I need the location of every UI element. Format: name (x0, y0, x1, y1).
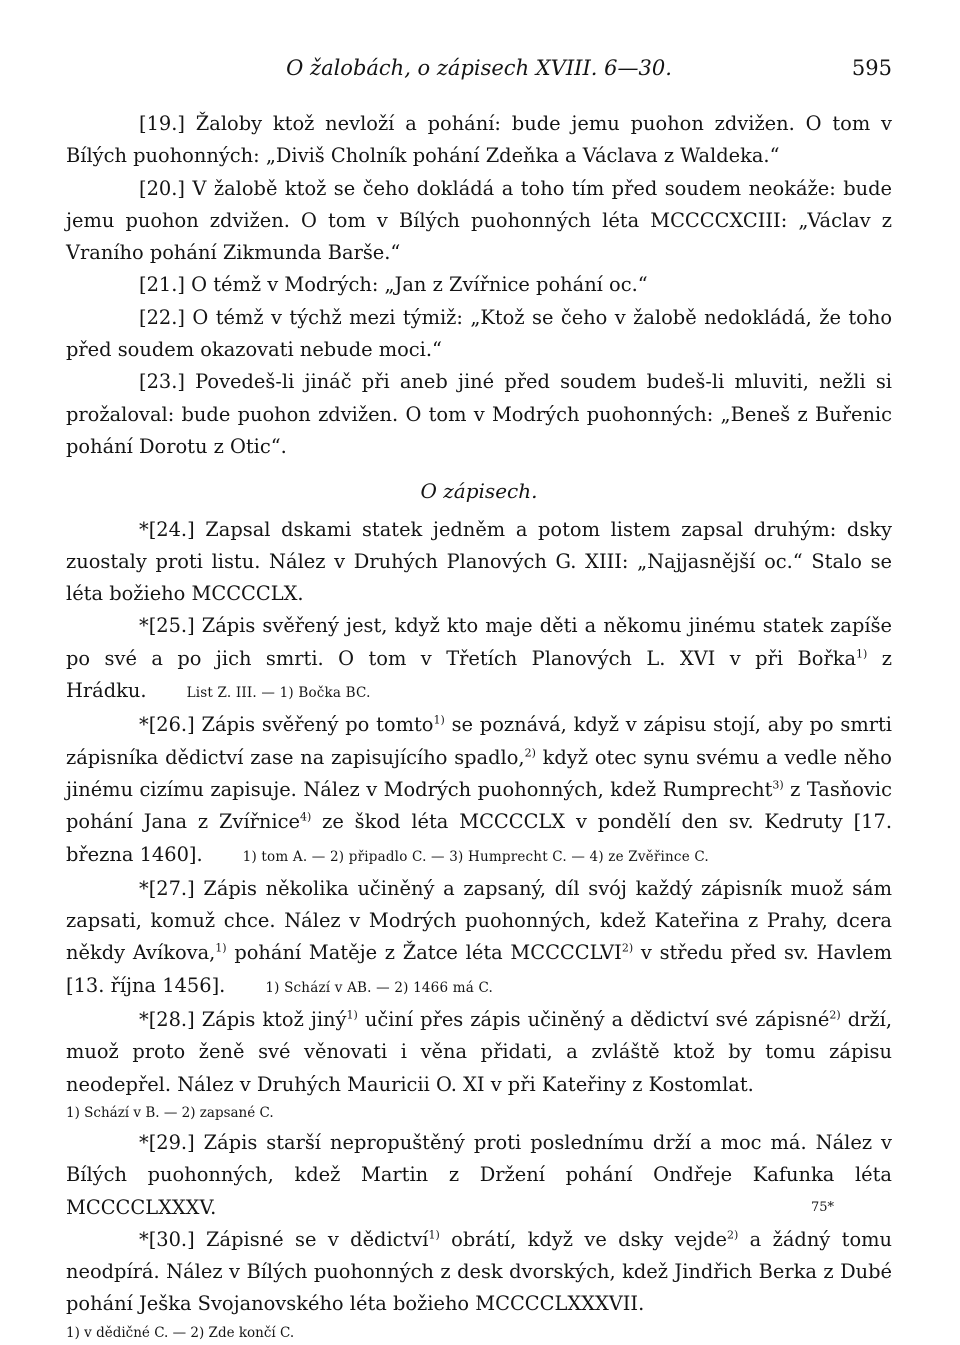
paragraph-28-text-3: drží, muož proto ženě své věnovati i věna přidati, a zvláště ktož by tomu zápisu neodepřel. Nález v Druhých Mauricii O. XI v při Kateřiny z Kostomlat. (66, 1008, 892, 1096)
footnote-26: 1) tom A. — 2) připadlo C. — 3) Humprecht C. — 4) ze Zvěřince C. (242, 848, 709, 865)
running-title: O žalobách, o zápisech XVIII. 6—30. (286, 56, 672, 80)
paragraph-27-text-2: pohání Matěje z Žatce léta MCCCCLVI (226, 941, 622, 965)
paragraph-26-text-2: se poznává, když v zápisu stojí, aby po smrti zápisníka dědictví zase na zapisujícího spadlo, (66, 713, 892, 769)
paragraph-26 (66, 709, 892, 872)
paragraph-26-text-1: *[26.] Zápis svěřený po tomto (139, 713, 434, 737)
paragraph-30-text-3: a žádný tomu neodpírá. Nález v Bílých puohonných z desk dvorských, kdež Jindřich Berka z Dubé pohání Ješka Svojanovského léta božieho MCCCCLXXXVII. (66, 1227, 892, 1316)
paragraph-26-text-3: když otec synu svému a vedle něho jinému cizímu zapisuje. Nález v Modrých puohonných, kdež Rumprecht (66, 745, 892, 801)
paragraph-28 (66, 1004, 892, 1101)
footnote-marker: 1) (856, 647, 868, 661)
footnote-marker: 1) (215, 941, 227, 955)
paragraph-23: [23.] Povedeš-li jináč při aneb jiné před soudem budeš-li mluviti, nežli si prožaloval: bude puohon zdvižen. O tom v Modrých puohonných: „Beneš z Buřenic pohání Dorotu z Otic“. (66, 370, 892, 458)
paragraph-30 (66, 1224, 892, 1321)
section-heading: O zápisech. (420, 479, 538, 504)
paragraph-22: [22.] O témž v týchž mezi týmiž: „Ktož se čeho v žalobě nedokládá, že toho před soudem okazovati nebude moci.“ (66, 305, 892, 362)
paragraph-21: [21.] O témž v Modrých: „Jan z Zvířnice pohání oc.“ (139, 273, 648, 297)
footnote-marker: 3) (772, 778, 784, 792)
paragraph-19: [19.] Žaloby ktož nevloží a pohání: bude jemu puohon zdvižen. O tom v Bílých puohonných: „Diviš Cholník pohání Zdeňka a Václava z Waldeka.“ (66, 112, 892, 168)
footnote-27: 1) Schází v AB. — 2) 1466 má C. (265, 979, 494, 996)
footnote-marker: 2) (829, 1008, 841, 1022)
footnote-marker: 4) (299, 810, 312, 824)
footnote-marker: 2) (524, 746, 536, 760)
footnote-30: 1) v dědičné C. — 2) Zde končí C. (66, 1324, 295, 1341)
paragraph-24: *[24.] Zapsal dskami statek jedněm a potom listem zapsal druhým: dsky zuostaly proti listu. Nález v Druhých Planových G. XIII: „Najjasnější oc.“ Stalo se léta božieho MCCCCLX. (66, 517, 892, 606)
running-header (66, 56, 892, 88)
paragraph-27-text-1: *[27.] Zápis několika učiněný a zapsaný, díl svój každý zápisník muož sám zapsati, komuž chce. Nález v Modrých puohonných, kdež Kateřina z Prahy, dcera někdy Avíkova, (66, 876, 892, 965)
paragraph-20: [20.] V žalobě ktož se čeho dokládá a toho tím před soudem neokáže: bude jemu puohon zdvižen. O tom v Bílých puohonných léta MCCCCXCIII: „Václav z Vraního pohání Zikmunda Barše.“ (66, 176, 892, 265)
printer-signature: 75* (810, 1200, 834, 1215)
paragraph-29: *[29.] Zápis starší nepropuštěný proti poslednímu drží a moc má. Nález v Bílých puohonných, kdež Martin z Držení pohání Ondřeje Kafunka léta MCCCCLXXXV. (66, 1130, 892, 1219)
paragraph-26-text-4: z Tasňovic pohání Jana z Zvířnice (66, 777, 892, 834)
paragraph-25-text-end: z Hrádku. (66, 646, 892, 703)
paragraph-25 (66, 610, 892, 709)
footnote-25: List Z. III. — 1) Bočka BC. (186, 685, 371, 702)
footnote-marker: 1) (433, 713, 445, 727)
paragraph-30-text-1: *[30.] Zápisné se v dědictví (139, 1227, 429, 1251)
paragraph-27 (66, 873, 892, 1004)
footnote-marker: 2) (621, 941, 634, 955)
page-number: 595 (851, 56, 892, 80)
paragraph-28-text-2: učiní přes zápis učiněný a dědictví své zápisné (357, 1008, 830, 1032)
paragraph-28-text-1: *[28.] Zápis ktož jiný (139, 1008, 347, 1032)
footnote-marker: 1) (428, 1228, 440, 1242)
footnote-28: 1) Schází v B. — 2) zapsané C. (66, 1104, 274, 1121)
footnote-marker: 1) (346, 1008, 358, 1022)
footnote-marker: 2) (726, 1228, 739, 1242)
paragraph-26-text-5: ze škod léta MCCCCLX v pondělí den sv. Kedruty [17. března 1460]. (66, 810, 892, 866)
paragraph-30-text-2: obrátí, když ve dsky vejde (439, 1227, 727, 1251)
paragraph-27-text-3: v středu před sv. Havlem [13. října 1456]. (66, 941, 892, 997)
paragraph-25-text: *[25.] Zápis svěřený jest, když kto maje děti a někomu jinému statek zapíše po své a po jich smrti. O tom v Třetích Planových L. XVI v při Bořka (66, 614, 892, 670)
page-body (66, 108, 892, 1345)
